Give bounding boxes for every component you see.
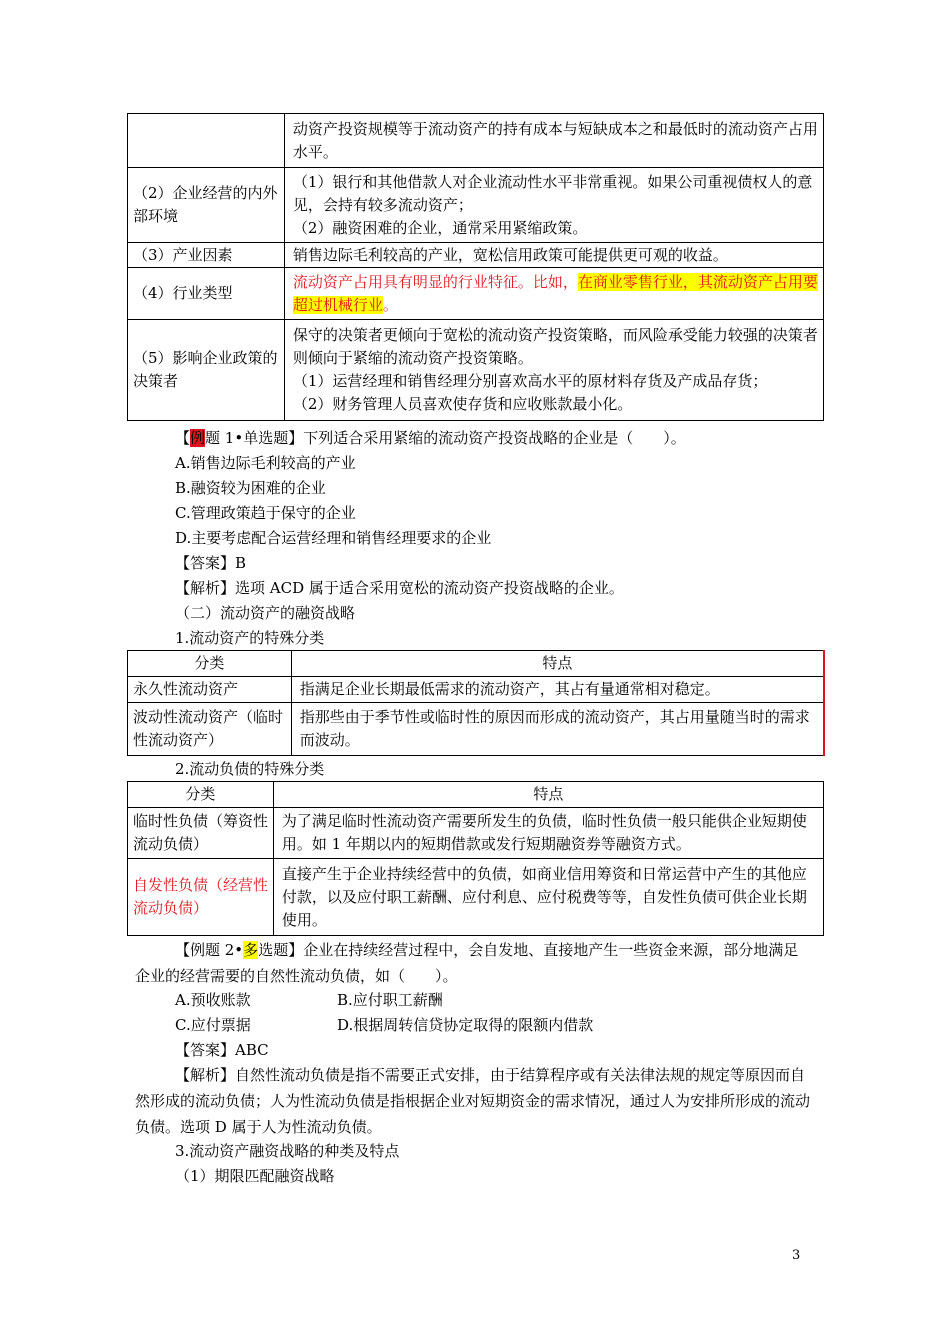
example-1-option-c: C.管理政策趋于保守的企业: [175, 504, 356, 522]
table-cell: 指那些由于季节性或临时性的原因而形成的流动资产，其占用量随当时的需求而波动。: [291, 703, 823, 756]
example-2-options-row-2: C.应付票据 D.根据周转信贷协定取得的限额内借款: [175, 1016, 594, 1034]
table-header-row: [128, 651, 824, 677]
current-liability-classification-table: [127, 781, 824, 936]
example-2-question: 【例题 2•多选题】企业在持续经营过程中，会自发地、直接地产生一些资金来源，部分地满足企业的经营需要的自然性流动负债，如（ ）。: [135, 941, 799, 985]
column-header: 特点: [291, 651, 823, 677]
table-cell: （3）产业因素: [128, 243, 285, 268]
current-asset-classification-table: [127, 650, 824, 756]
table-cell: [284, 320, 823, 421]
table-cell: （2）企业经营的内外部环境: [128, 168, 285, 243]
cell-line: （2）财务管理人员喜欢使存货和应收账款最小化。: [292, 395, 633, 413]
table-cell: （4）行业类型: [128, 268, 285, 320]
table-row: [128, 243, 824, 268]
example-1-question: 【例题 1•单选题】下列适合采用紧缩的流动资产投资战略的企业是（ ）。: [175, 429, 686, 447]
example-2-answer: 【答案】ABC: [175, 1041, 269, 1059]
table-row: [128, 268, 824, 320]
investment-factors-table: [127, 113, 824, 421]
column-header: 分类: [128, 782, 274, 808]
table-cell: 直接产生于企业持续经营中的负债，如商业信用筹资和日常运营中产生的其他应付款，以及应付职工薪酬、应付利息、应付税费等等，自发性负债可供企业长期使用。: [273, 859, 823, 936]
subsection-heading: 3.流动资产融资战略的种类及特点: [175, 1142, 400, 1160]
table-cell: 自发性负债（经营性流动负债）: [128, 859, 274, 936]
table-cell: 为了满足临时性流动资产需要所发生的负债，临时性负债一般只能供企业短期使用。如 1 年期以内的短期借款或发行短期融资券等融资方式。: [273, 808, 823, 859]
table-cell: （5）影响企业政策的决策者: [128, 320, 285, 421]
column-header: 特点: [273, 782, 823, 808]
table-cell: 销售边际毛利较高的产业，宽松信用政策可能提供更可观的收益。: [284, 243, 823, 268]
example-1-analysis: 【解析】选项 ACD 属于适合采用宽松的流动资产投资战略的企业。: [175, 579, 624, 597]
table-row: [128, 859, 824, 936]
table-cell: 流动资产占用具有明显的行业特征。比如，在商业零售行业，其流动资产占用要超过机械行业。: [284, 268, 823, 320]
table-row: [128, 320, 824, 421]
example-2-options-row-1: A.预收账款 B.应付职工薪酬: [175, 991, 443, 1009]
cell-line: （2）融资困难的企业，通常采用紧缩政策。: [292, 218, 588, 237]
cell-line: （1）运营经理和销售经理分别喜欢高水平的原材料存货及产成品存货；: [292, 372, 768, 390]
table-cell: 指满足企业长期最低需求的流动资产，其占有量通常相对稳定。: [291, 677, 823, 703]
page-number: 3: [792, 1248, 801, 1263]
highlighted-char: 多: [243, 941, 259, 959]
highlighted-text: 在商业零售行业，其流动资产占用要超过机械行业: [292, 272, 818, 314]
subsection-heading: 1.流动资产的特殊分类: [175, 629, 325, 647]
table-row: [128, 808, 824, 859]
table-cell: 波动性流动资产（临时性流动资产）: [128, 703, 292, 756]
table-header-row: [128, 782, 824, 808]
example-1-option-b: B.融资较为困难的企业: [175, 479, 326, 497]
section-heading: （二）流动资产的融资战略: [175, 604, 356, 622]
table-cell: 永久性流动资产: [128, 677, 292, 703]
table-cell: [284, 168, 823, 243]
table-row: [128, 677, 824, 703]
subsection-heading: （1）期限匹配融资战略: [175, 1167, 335, 1185]
table-row: [128, 703, 824, 756]
table-cell: 动资产投资规模等于流动资产的持有成本与短缺成本之和最低时的流动资产占用水平。: [284, 114, 823, 168]
column-header: 分类: [128, 651, 292, 677]
cell-line: 保守的决策者更倾向于宽松的流动资产投资策略，而风险承受能力较强的决策者则倾向于紧缩的流动资产投资策略。: [292, 326, 818, 367]
example-2-analysis: 【解析】自然性流动负债是指不需要正式安排，由于结算程序或有关法律法规的规定等原因而自然形成的流动负债；人为性流动负债是指根据企业对短期资金的需求情况，通过人为安排所形成的流动负债。选项 D 属于人为性流动负债。: [135, 1066, 811, 1136]
revision-bar: [823, 650, 825, 756]
table-row: [128, 114, 824, 168]
example-1-option-a: A.销售边际毛利较高的产业: [175, 454, 356, 472]
example-1-answer: 【答案】B: [175, 554, 247, 572]
table-cell: 临时性负债（筹资性流动负债）: [128, 808, 274, 859]
example-1-option-d: D.主要考虑配合运营经理和销售经理要求的企业: [175, 529, 492, 547]
cell-line: （1）银行和其他借款人对企业流动性水平非常重视。如果公司重视债权人的意见，会持有较多流动资产；: [292, 172, 813, 214]
table-row: [128, 168, 824, 243]
subsection-heading: 2.流动负债的特殊分类: [175, 760, 325, 778]
highlighted-char: 例: [190, 429, 206, 447]
